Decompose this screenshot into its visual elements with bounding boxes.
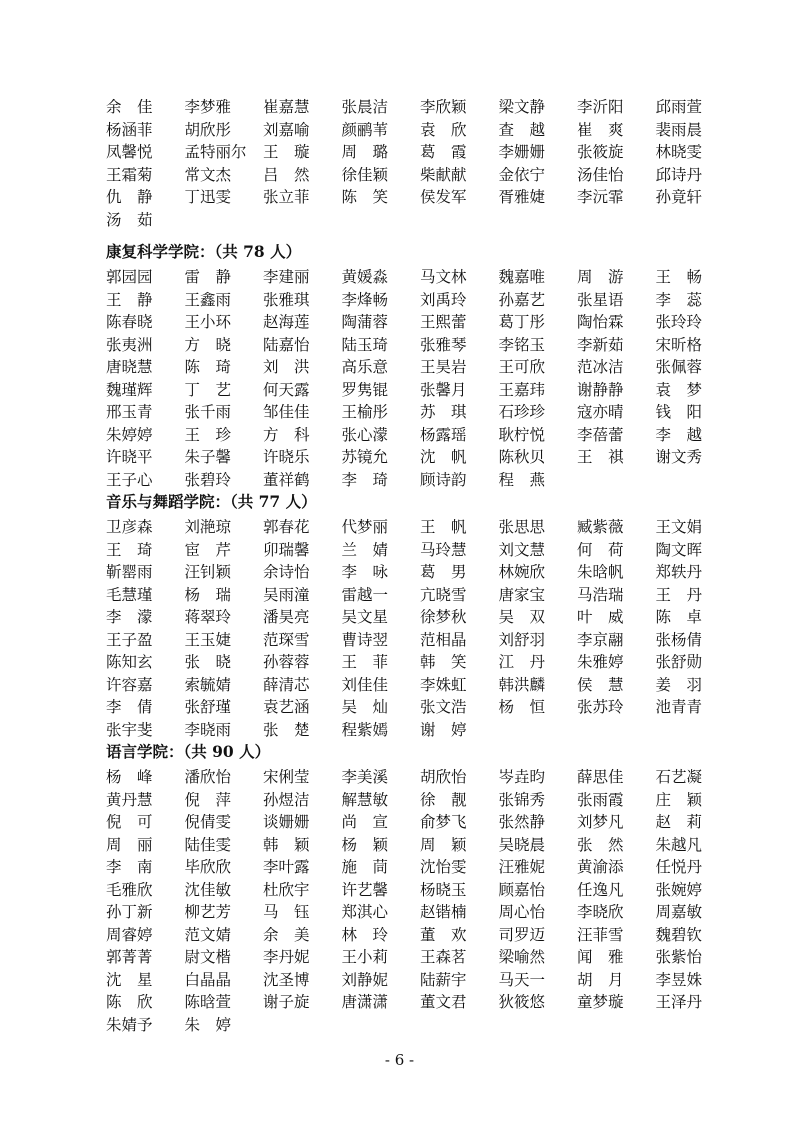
name-entry: 沈佳敏 [184,880,232,899]
name-entry: 汪钊颖 [184,563,232,581]
name-entry: 杜欣宇 [263,880,310,899]
name-entry: 董祥鹤 [263,470,310,489]
name-entry: 谢子旋 [263,993,310,1011]
name-entry: 范冰洁 [577,358,624,376]
name-entry: 俞梦飞 [420,813,467,831]
name-entry: 孙煜洁 [263,790,310,809]
name-entry: 常文杰 [184,165,232,184]
name-entry: 马钰 [263,903,326,921]
name-entry: 张馨月 [420,380,467,399]
name-entry: 王榆彤 [341,403,389,421]
name-entry: 张夷洲 [106,335,153,354]
name-entry: 朱雅婷 [577,653,624,671]
name-entry: 王昊岩 [420,358,467,376]
name-entry: 王子心 [106,470,153,489]
name-entry: 张筱旋 [577,143,624,161]
name-entry: 罗隽锟 [341,380,389,399]
name-entry: 兰婧 [341,540,404,559]
name-entry: 刘洪 [263,358,326,376]
name-entry: 徐梦秋 [420,608,467,626]
name-entry: 仇静 [106,188,169,206]
name-entry: 耿柠悦 [498,425,546,444]
name-entry: 梁喻然 [498,948,546,966]
name-entry: 李美溪 [341,768,389,786]
name-entry: 李沅霏 [577,188,624,206]
name-entry: 杨瑞 [184,585,247,604]
name-entry: 王小环 [184,313,232,331]
name-entry: 李丹妮 [263,948,310,966]
name-entry: 李梦雅 [184,98,232,116]
name-entry: 程紫嫣 [341,720,389,739]
name-entry: 张杨倩 [655,630,703,649]
name-entry: 亢晓雪 [420,585,467,604]
name-entry: 李烽畅 [341,290,389,309]
name-entry: 袁梦 [655,380,718,399]
name-entry: 李咏 [341,563,404,581]
name-entry: 侯发军 [420,188,467,206]
name-entry: 梁文静 [498,98,546,116]
name-grid [106,266,718,491]
name-entry: 方科 [263,425,326,444]
name-entry: 顾诗韵 [420,470,467,489]
name-entry: 池青青 [655,698,703,716]
name-entry: 张思思 [498,518,546,536]
name-entry: 邢玉青 [106,403,153,421]
name-entry: 王嘉玮 [498,380,546,399]
name-entry: 孙竟轩 [655,188,703,206]
name-entry: 雷越一 [341,585,389,604]
name-entry: 张晨洁 [341,98,389,116]
name-entry: 庄颖 [655,790,718,809]
name-entry: 代梦丽 [341,518,389,536]
name-entry: 宋昕格 [655,335,703,354]
name-entry: 魏嘉唯 [498,268,546,286]
name-entry: 许晓乐 [263,448,310,466]
name-entry: 李南 [106,858,169,876]
name-entry: 胡欣彤 [184,120,232,139]
name-entry: 陈欣 [106,993,169,1011]
name-entry: 赵海莲 [263,313,310,331]
name-entry: 魏碧钦 [655,925,703,944]
name-entry: 王小莉 [341,948,389,966]
name-entry: 张舒勋 [655,653,703,671]
name-entry: 陆玉琦 [341,335,389,354]
name-entry: 周颖 [420,835,483,854]
name-entry: 葛男 [420,563,483,581]
name-entry: 余美 [263,925,326,944]
name-entry: 陶蒲蓉 [341,313,389,331]
name-entry: 毛慧瑾 [106,585,153,604]
name-entry: 张雨霞 [577,790,624,809]
name-entry: 马浩瑞 [577,585,624,604]
section-rehabilitation-science [106,240,718,491]
name-entry: 顾嘉怡 [498,880,546,899]
name-entry: 杨涵菲 [106,120,153,139]
page-number: - 6 - [384,1051,415,1069]
name-entry: 王霜菊 [106,165,153,184]
name-entry: 王璇 [263,143,326,161]
name-entry: 朱婷 [184,1015,247,1034]
name-entry: 卫彦森 [106,518,153,536]
name-entry: 岑垚昀 [498,768,546,786]
name-entry: 高乐意 [341,358,389,376]
name-entry: 沈帆 [420,448,483,466]
name-entry: 李蓓蕾 [577,425,624,444]
name-entry: 王琦 [106,540,169,559]
name-entry: 许容嘉 [106,675,153,694]
name-entry: 曹诗翌 [341,630,389,649]
name-entry: 李姝虹 [420,675,467,694]
name-entry: 陶文晖 [655,540,703,559]
section-heading: 语言学院：（共 90 人） [106,742,271,761]
name-entry: 唐晓慧 [106,358,153,376]
name-entry: 刘佳佳 [341,675,389,694]
name-entry: 赵锴楠 [420,903,467,921]
name-entry: 汤茹 [106,210,169,229]
name-entry: 解慧敏 [341,790,389,809]
name-entry: 张楚 [263,720,326,739]
name-entry: 尚宣 [341,813,404,831]
name-entry: 卯瑞馨 [263,540,310,559]
name-entry: 刘文慧 [498,540,546,559]
name-entry: 孙嘉艺 [498,290,546,309]
name-entry: 朱越凡 [655,835,703,854]
name-entry: 汪雅妮 [498,858,546,876]
name-entry: 董文君 [420,993,467,1011]
name-entry: 张婉婷 [655,880,703,899]
name-entry: 邱雨萱 [655,98,703,116]
name-entry: 张星语 [577,290,624,309]
name-entry: 唐潇潇 [341,993,389,1011]
name-entry: 朱婧予 [106,1015,153,1034]
name-entry: 林晓雯 [655,143,703,161]
name-entry: 张佩蓉 [655,358,703,376]
name-entry: 郭菁菁 [106,948,153,966]
name-entry: 张文浩 [420,698,467,716]
name-entry: 沈圣博 [263,970,310,989]
name-entry: 李琦 [341,470,404,489]
name-entry: 张锦秀 [498,790,546,809]
name-entry: 宦芹 [184,540,247,559]
name-entry: 司罗迈 [498,925,546,944]
name-entry: 徐靓 [420,790,483,809]
name-entry: 丁艺 [184,380,247,399]
name-entry: 朱晗帆 [577,563,624,581]
name-entry: 郭园园 [106,268,153,286]
name-entry: 汪菲雪 [577,925,624,944]
name-entry: 张碧玲 [184,470,232,489]
name-entry: 徐佳颖 [341,165,389,184]
name-entry: 倪萍 [184,790,247,809]
name-entry: 周丽 [106,835,169,854]
name-entry: 宋俐莹 [263,768,310,786]
name-entry: 毕欣欣 [184,858,232,876]
name-entry: 余诗怡 [263,563,310,581]
name-entry: 王可欣 [498,358,546,376]
name-entry: 王熙蕾 [420,313,467,331]
name-entry: 何天露 [263,380,310,399]
name-entry: 陈知玄 [106,653,153,671]
name-entry: 黄渝添 [577,858,624,876]
name-entry: 马玲慧 [420,540,467,559]
name-entry: 陈琦 [184,358,247,376]
name-entry: 陈晗萱 [184,993,232,1011]
name-entry: 谢静静 [577,380,624,399]
name-entry: 狄筱悠 [498,993,546,1011]
name-entry: 柳艺芳 [184,903,232,921]
section-music-dance [106,490,718,741]
name-entry: 张心濛 [341,425,389,444]
name-entry: 葛霞 [420,143,483,161]
name-entry: 李叶露 [263,858,310,876]
name-entry: 陈卓 [655,608,718,626]
name-entry: 蒋翠玲 [184,608,232,626]
name-entry: 许晓平 [106,448,153,466]
name-entry: 韩笑 [420,653,483,671]
name-entry: 王畅 [655,268,718,286]
name-grid [106,96,706,231]
name-entry: 薛思佳 [577,768,624,786]
name-entry: 林婉欣 [498,563,546,581]
name-entry: 刘滟琼 [184,518,232,536]
name-entry: 邹佳佳 [263,403,310,421]
name-entry: 韩颖 [263,835,326,854]
name-entry: 苏琪 [420,403,483,421]
name-entry: 刘禹玲 [420,290,467,309]
name-entry: 崔嘉慧 [263,98,310,116]
name-entry: 李欣颖 [420,98,467,116]
name-entry: 韩洪麟 [498,675,546,694]
name-entry: 许艺馨 [341,880,389,899]
name-entry: 程燕 [498,470,561,489]
name-entry: 查越 [498,120,561,139]
name-entry: 袁艺涵 [263,698,310,716]
name-entry: 颜鹂苇 [341,120,389,139]
name-entry: 李姗姗 [498,143,546,161]
name-entry: 寇亦晴 [577,403,624,421]
name-entry: 丁迅雯 [184,188,232,206]
name-entry: 范相晶 [420,630,467,649]
name-entry: 魏瑾辉 [106,380,153,399]
name-entry: 陈笑 [341,188,404,206]
name-entry: 柴献献 [420,165,467,184]
name-entry: 范琛雪 [263,630,310,649]
name-entry: 刘嘉喻 [263,120,310,139]
name-entry: 雷静 [184,268,247,286]
section-languages [106,740,718,1036]
name-entry: 李新茹 [577,335,624,354]
name-entry: 谈姗姗 [263,813,310,831]
name-entry: 孟特丽尔 [184,143,247,161]
name-entry: 叶威 [577,608,640,626]
name-entry: 崔爽 [577,120,640,139]
name-entry: 石珍珍 [498,403,546,421]
name-entry: 陆薪宇 [420,970,467,989]
name-entry: 周嘉敏 [655,903,703,921]
name-entry: 唐家宝 [498,585,546,604]
name-entry: 李越 [655,425,718,444]
name-entry: 陈秋贝 [498,448,546,466]
name-entry: 索毓婧 [184,675,232,694]
name-list-continued [106,96,706,231]
name-entry: 杨峰 [106,768,169,786]
name-entry: 杨晓玉 [420,880,467,899]
name-entry: 王鑫雨 [184,290,232,309]
name-entry: 吴灿 [341,698,404,716]
name-entry: 钱阳 [655,403,718,421]
name-entry: 王帆 [420,518,483,536]
name-entry: 李晓欣 [577,903,624,921]
name-entry: 孙蓉蓉 [263,653,310,671]
name-grid [106,516,718,741]
name-entry: 毛雅欣 [106,880,153,899]
name-entry: 朱婷婷 [106,425,153,444]
name-entry: 刘舒羽 [498,630,546,649]
name-entry: 石艺凝 [655,768,703,786]
name-entry: 苏镜允 [341,448,389,466]
name-entry: 周心怡 [498,903,546,921]
name-entry: 吴双 [498,608,561,626]
name-entry: 倪倩雯 [184,813,232,831]
name-entry: 吴雨潼 [263,585,310,604]
name-entry: 臧紫薇 [577,518,624,536]
name-entry: 白晶晶 [184,970,232,989]
section-heading: 康复科学学院：（共 78 人） [106,242,302,261]
name-entry: 陶怡霖 [577,313,624,331]
name-entry: 胥雅婕 [498,188,546,206]
name-entry: 王文娟 [655,518,703,536]
name-entry: 杨露瑶 [420,425,467,444]
name-entry: 倪可 [106,813,169,831]
name-entry: 张舒瑾 [184,698,232,716]
name-entry: 张宇斐 [106,720,153,739]
name-entry: 吕然 [263,165,326,184]
name-entry: 汤佳怡 [577,165,624,184]
name-entry: 李昱姝 [655,970,703,989]
name-entry: 江丹 [498,653,561,671]
name-entry: 邱诗丹 [655,165,703,184]
name-entry: 沈星 [106,970,169,989]
name-entry: 李晓雨 [184,720,232,739]
name-entry: 陈春晓 [106,313,153,331]
name-entry: 吴晓晨 [498,835,546,854]
name-entry: 余佳 [106,98,169,116]
name-entry: 尉文楷 [184,948,232,966]
name-entry: 童梦璇 [577,993,624,1011]
name-entry: 刘静妮 [341,970,389,989]
name-entry: 王泽丹 [655,993,703,1011]
name-entry: 施茼 [341,858,404,876]
name-entry: 任悦丹 [655,858,703,876]
name-entry: 马天一 [498,970,546,989]
name-entry: 王丹 [655,585,718,604]
name-entry: 张雅琪 [263,290,310,309]
name-entry: 孙丁新 [106,903,153,921]
name-entry: 沈怡雯 [420,858,467,876]
name-entry: 王子盈 [106,630,153,649]
name-grid [106,766,718,1036]
name-entry: 张立菲 [263,188,310,206]
name-entry: 何荷 [577,540,640,559]
name-entry: 李铭玉 [498,335,546,354]
name-entry: 刘梦凡 [577,813,624,831]
name-entry: 郭春花 [263,518,310,536]
name-entry: 李沂阳 [577,98,624,116]
name-entry: 郑轶丹 [655,563,703,581]
name-entry: 李蕊 [655,290,718,309]
name-entry: 王菲 [341,653,404,671]
name-entry: 吴文星 [341,608,389,626]
name-entry: 谢文秀 [655,448,703,466]
name-entry: 马文林 [420,268,467,286]
name-entry: 陆嘉怡 [263,335,310,354]
name-entry: 张雅琴 [420,335,467,354]
name-entry: 李建丽 [263,268,310,286]
name-entry: 王祺 [577,448,640,466]
name-entry: 张然静 [498,813,546,831]
name-entry: 李濛 [106,608,169,626]
name-entry: 周游 [577,268,640,286]
name-entry: 金依宁 [498,165,546,184]
name-entry: 杨恒 [498,698,561,716]
name-entry: 朱子馨 [184,448,232,466]
name-entry: 薛清芯 [263,675,310,694]
name-entry: 潘昊亮 [263,608,310,626]
name-entry: 侯慧 [577,675,640,694]
name-entry: 王森茗 [420,948,467,966]
name-entry: 王玉婕 [184,630,232,649]
name-entry: 姜羽 [655,675,718,694]
name-entry: 方晓 [184,335,247,354]
name-entry: 胡月 [577,970,640,989]
name-entry: 胡欣怡 [420,768,467,786]
name-entry: 李京翮 [577,630,624,649]
name-entry: 范文婧 [184,925,232,944]
name-entry: 任逸凡 [577,880,624,899]
name-entry: 王珍 [184,425,247,444]
name-entry: 周睿婷 [106,925,153,944]
name-entry: 周璐 [341,143,404,161]
name-entry: 凤馨悦 [106,143,153,161]
name-entry: 张千雨 [184,403,232,421]
name-entry: 裴雨晨 [655,120,703,139]
name-entry: 黄丹慧 [106,790,153,809]
name-entry: 张晓 [184,653,247,671]
name-entry: 林玲 [341,925,404,944]
section-heading: 音乐与舞蹈学院：（共 77 人） [106,492,317,511]
name-entry: 陆佳雯 [184,835,232,854]
name-entry: 张紫怡 [655,948,703,966]
name-entry: 张玲玲 [655,313,703,331]
name-entry: 靳罂雨 [106,563,153,581]
name-entry: 葛丁彤 [498,313,546,331]
name-entry: 张然 [577,835,640,854]
name-entry: 杨颖 [341,835,404,854]
name-entry: 赵莉 [655,813,718,831]
name-entry: 闻雅 [577,948,640,966]
name-entry: 张苏玲 [577,698,624,716]
name-entry: 王静 [106,290,169,309]
name-entry: 潘欣怡 [184,768,232,786]
name-entry: 郑淇心 [341,903,389,921]
name-entry: 黄媛淼 [341,268,389,286]
name-entry: 谢婷 [420,720,483,739]
name-entry: 袁欣 [420,120,483,139]
name-entry: 李倩 [106,698,169,716]
name-entry: 董欢 [420,925,483,944]
